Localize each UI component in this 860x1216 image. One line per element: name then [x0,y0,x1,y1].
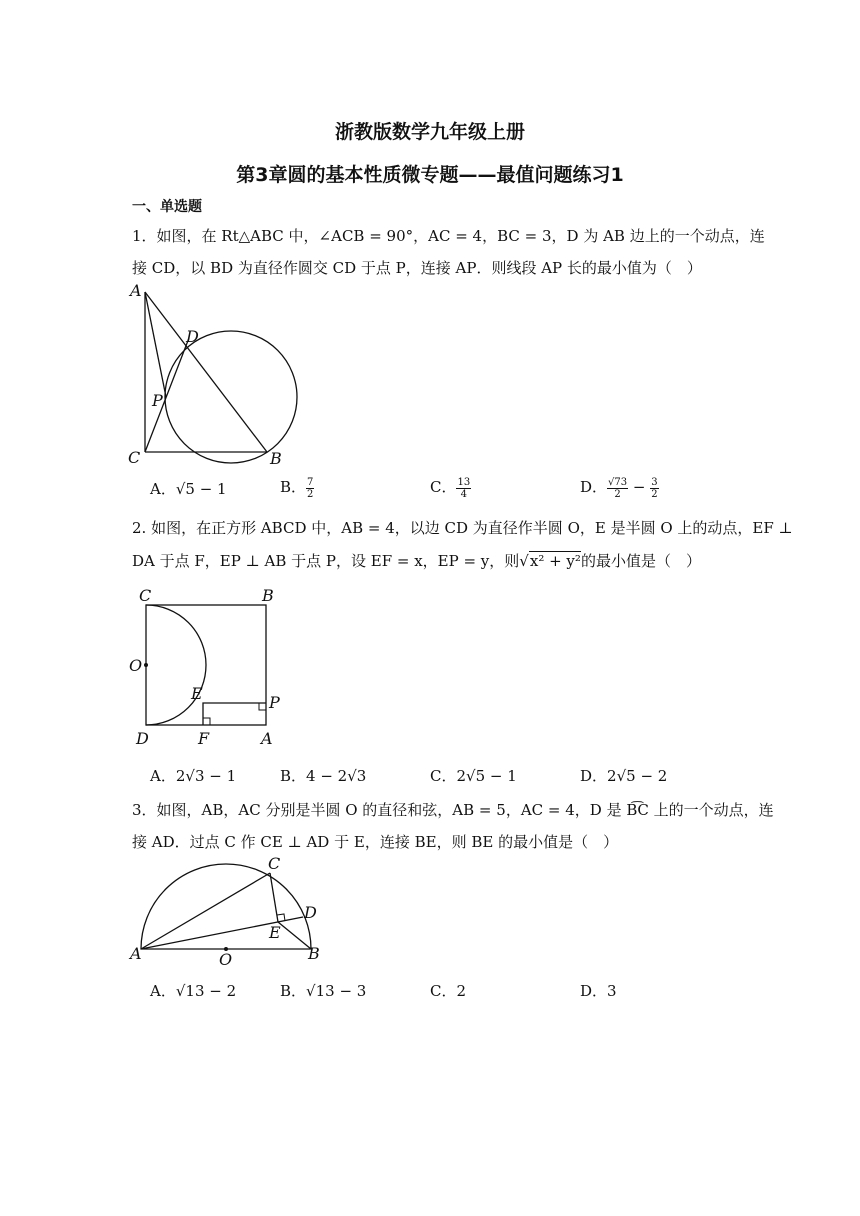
q2-label-o: O [129,656,143,675]
q3-label-a: A [130,944,142,963]
q2-label-c: C [139,586,152,605]
q1-label-b: B [270,449,282,468]
q2-option-a[interactable]: A．2√3 − 1 [150,767,237,785]
q2-label-f: F [198,729,210,748]
q3-semicircle [141,864,311,949]
q2-semicircle [146,605,206,725]
q3-label-e: E [269,923,281,942]
q3-segment-be [278,922,311,949]
q3-text-line1: 3．如图，AB，AC 分别是半圆 O 的直径和弦，AB = 5，AC = 4，D 是 B͡C 上的一个动点，连 [132,801,774,819]
q1-label-a: A [130,281,142,300]
q3-segment-ac [141,873,270,949]
q2-label-a: A [261,729,273,748]
q1-text-line1: 1．如图，在 Rt△ABC 中，∠ACB = 90°，AC = 4，BC = 3，D 为 AB 边上的一个动点，连 [132,227,765,245]
q2-figure [128,585,293,750]
q1-segment-ab [145,292,267,452]
q2-text-line2: DA 于点 F，EP ⊥ AB 于点 P，设 EF = x，EP = y，则√x² + y²的最小值是（ ） [132,552,701,570]
q1-option-d[interactable]: D． $\frac{√73}{2}$ − $\frac{3}{2}$ [580,476,658,500]
q1-options [0,478,860,500]
q2-text-line1: 2. 如图，在正方形 ABCD 中，AB = 4，以边 CD 为直径作半圆 O，E 是半圆 O 上的动点，EF ⊥ [132,519,793,537]
q2-radical: x² + y² [529,552,581,570]
q1-option-b[interactable]: B． $\frac{7}{2}$ [280,476,314,500]
q2-options [0,765,860,787]
q3-text-line2: 接 AD．过点 C 作 CE ⊥ AD 于 E，连接 BE，则 BE 的最小值是（ ） [132,833,619,851]
q2-right-angle-f [203,718,210,725]
q1-option-a[interactable]: A．√5 − 1 [150,480,227,498]
q2-segments-fe-ep [203,703,266,725]
doc-subtitle: 第3章圆的基本性质微专题——最值问题练习1 [236,164,624,186]
q1-label-c: C [128,448,141,467]
q2-right-angle-p [259,703,266,710]
q3-option-c[interactable]: C．2 [430,982,467,1000]
q3-label-b: B [308,944,320,963]
q2-label-d: D [136,729,149,748]
q2-point-o [144,663,148,667]
q2-option-c[interactable]: C．2√5 − 1 [430,767,517,785]
q1-label-d: D [186,327,199,346]
q3-label-c: C [268,855,281,873]
q2-label-b: B [262,586,274,605]
q2-label-e: E [191,684,203,703]
q1-circle [165,331,297,463]
q2-option-b[interactable]: B．4 − 2√3 [280,767,367,785]
q2-option-d[interactable]: D．2√5 − 2 [580,767,668,785]
q3-option-b[interactable]: B．√13 − 3 [280,982,367,1000]
q3-label-d: D [304,903,317,922]
q1-figure [128,280,308,470]
q3-figure [128,855,328,970]
q3-option-a[interactable]: A．√13 − 2 [150,982,237,1000]
doc-title: 浙教版数学九年级上册 [334,121,525,143]
q1-option-c[interactable]: C． $\frac{13}{4}$ [430,476,471,500]
q3-options [0,980,860,1002]
q2-label-p: P [269,693,280,712]
q1-text-line2: 接 CD，以 BD 为直径作圆交 CD 于点 P，连接 AP．则线段 AP 长的最小值为（ ） [132,259,702,277]
q1-segment-ap [145,292,166,397]
q3-option-d[interactable]: D．3 [580,982,617,1000]
q1-label-p: P [152,391,163,410]
q3-label-o: O [219,950,233,969]
section-heading: 一、单选题 [132,199,202,215]
